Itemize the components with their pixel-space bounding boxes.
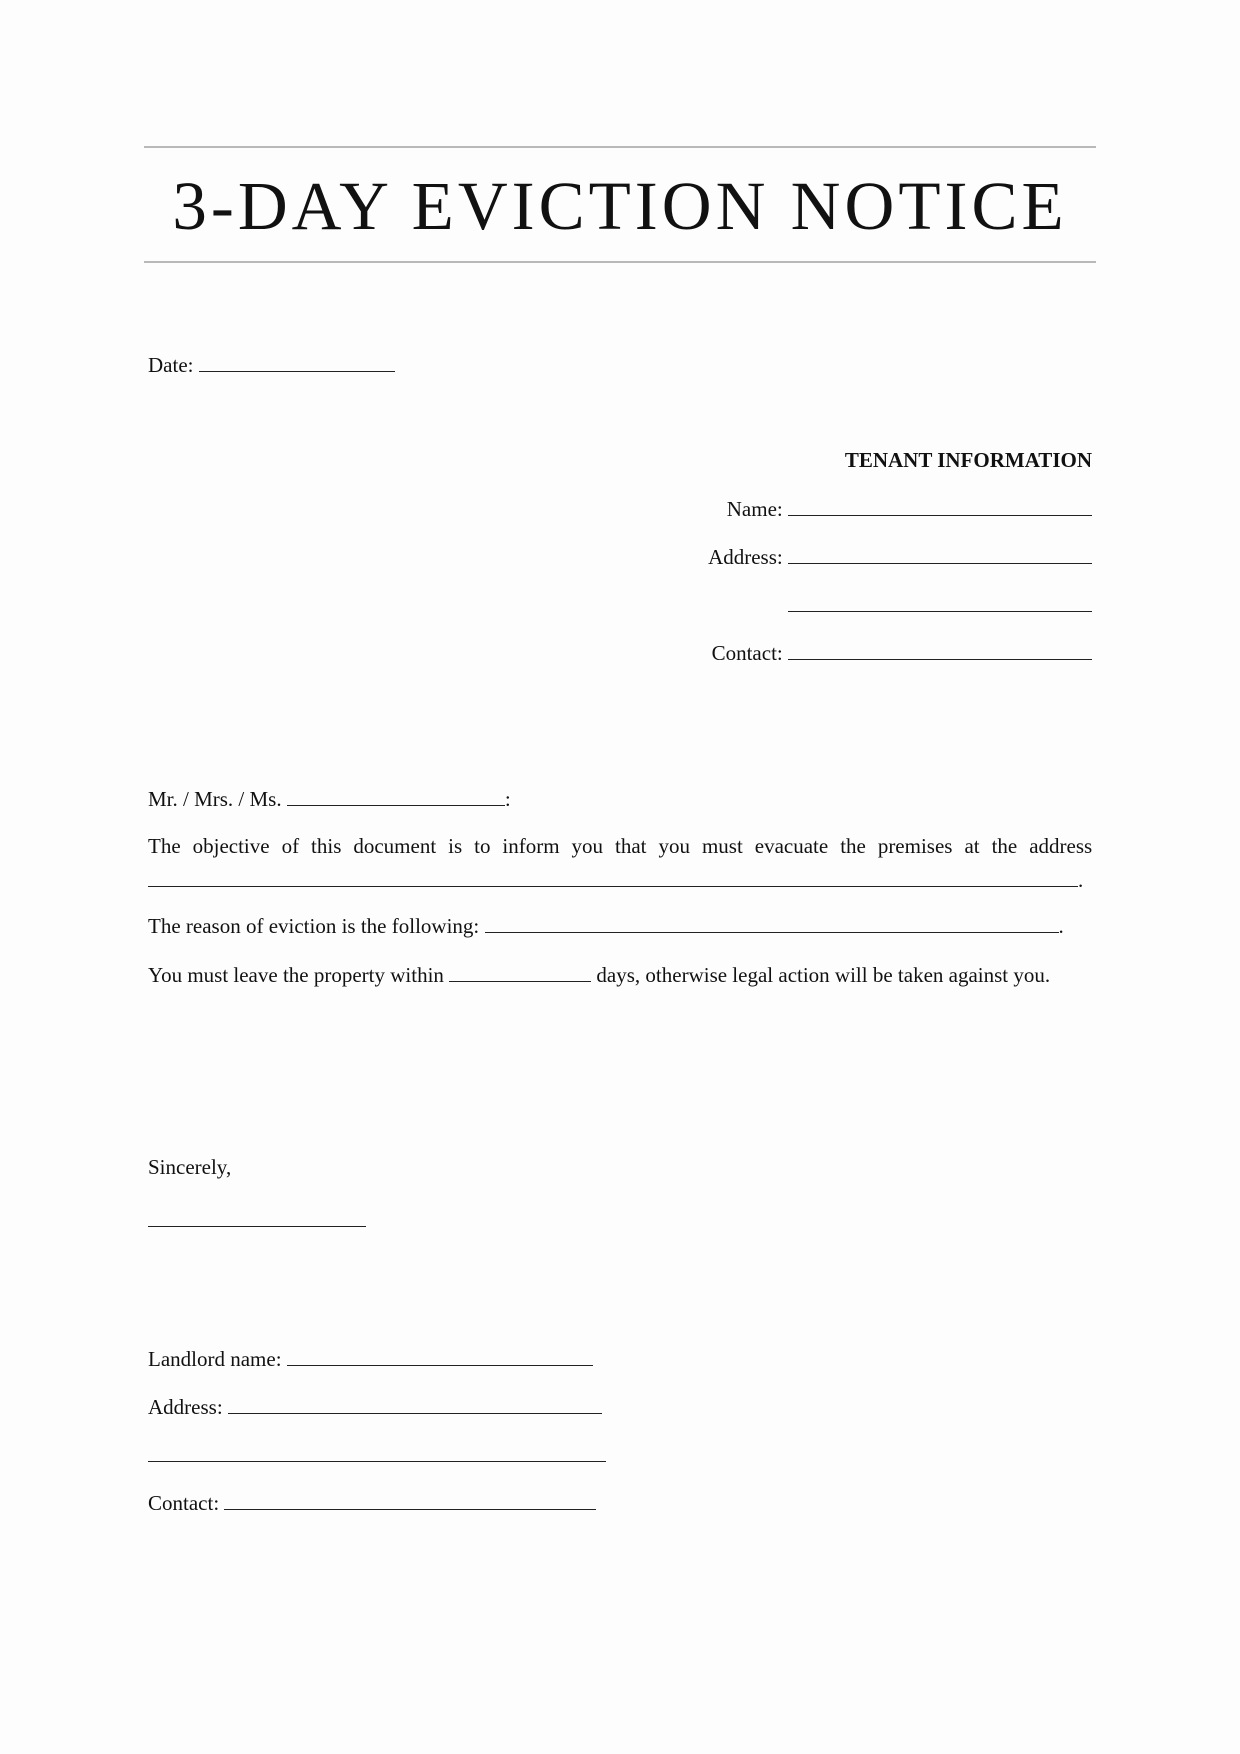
objective-word: you — [658, 834, 690, 858]
tenant-contact-label: Contact: — [711, 641, 783, 665]
salutation-row — [148, 785, 511, 812]
salutation-colon: : — [504, 787, 511, 811]
objective-word: the — [840, 834, 866, 858]
tenant-address-field-2[interactable] — [788, 591, 1092, 612]
objective-text — [148, 833, 1092, 859]
premises-address-field[interactable] — [148, 866, 1078, 887]
tenant-name-label: Name: — [726, 497, 783, 521]
document-title: 3-DAY EVICTION NOTICE — [172, 168, 1068, 244]
objective-word: at — [964, 834, 980, 858]
closing-text: Sincerely, — [148, 1155, 232, 1179]
objective-word: the — [991, 834, 1018, 858]
objective-word: must — [701, 834, 743, 858]
tenant-contact-field[interactable] — [788, 639, 1092, 660]
objective-word: to — [474, 834, 491, 858]
address-blank-row — [148, 866, 1083, 893]
landlord-name-field[interactable] — [287, 1345, 593, 1366]
reason-row — [148, 912, 1064, 939]
leave-suffix: days, otherwise legal action will be taken against you. — [596, 963, 1051, 987]
title-top-rule — [144, 146, 1096, 148]
landlord-name-label: Landlord name: — [148, 1347, 282, 1371]
objective-word: document — [353, 834, 437, 858]
objective-word: objective — [192, 834, 270, 858]
reason-label: The reason of eviction is the following: — [148, 914, 480, 938]
landlord-name-row — [148, 1345, 593, 1372]
tenant-name-row — [727, 495, 1092, 522]
title-bottom-rule — [144, 261, 1096, 263]
tenant-address-row — [708, 543, 1092, 570]
landlord-contact-field[interactable] — [224, 1489, 596, 1510]
tenant-address-label: Address: — [708, 545, 783, 569]
landlord-address-field-2[interactable] — [148, 1441, 606, 1462]
landlord-address-row-2 — [148, 1441, 606, 1468]
objective-word: that — [615, 834, 647, 858]
tenant-heading: TENANT INFORMATION — [844, 448, 1092, 472]
signature-field[interactable] — [148, 1206, 366, 1227]
date-label: Date: — [148, 353, 194, 377]
signature-row — [148, 1206, 366, 1233]
objective-word: evacuate — [754, 834, 829, 858]
date-field[interactable] — [199, 351, 395, 372]
objective-word: inform — [502, 834, 560, 858]
objective-word: address — [1029, 834, 1093, 858]
objective-word: is — [448, 834, 463, 858]
reason-field[interactable] — [485, 912, 1059, 933]
objective-word: this — [311, 834, 342, 858]
recipient-name-field[interactable] — [287, 785, 505, 806]
landlord-address-field[interactable] — [228, 1393, 602, 1414]
tenant-contact-row — [712, 639, 1092, 666]
address-period: . — [1078, 868, 1084, 892]
salutation-label: Mr. / Mrs. / Ms. — [148, 787, 282, 811]
objective-word: The — [148, 834, 181, 858]
date-row — [148, 351, 395, 378]
objective-word: premises — [877, 834, 953, 858]
tenant-address-row-2 — [788, 591, 1092, 618]
landlord-address-label: Address: — [148, 1395, 223, 1419]
reason-period: . — [1058, 914, 1064, 938]
objective-word: you — [571, 834, 604, 858]
landlord-address-row — [148, 1393, 602, 1420]
landlord-contact-row — [148, 1489, 596, 1516]
objective-word: of — [281, 834, 300, 858]
leave-row — [148, 961, 1050, 988]
tenant-name-field[interactable] — [788, 495, 1092, 516]
days-field[interactable] — [449, 961, 591, 982]
leave-prefix: You must leave the property within — [148, 963, 444, 987]
tenant-address-field[interactable] — [788, 543, 1092, 564]
landlord-contact-label: Contact: — [148, 1491, 220, 1515]
